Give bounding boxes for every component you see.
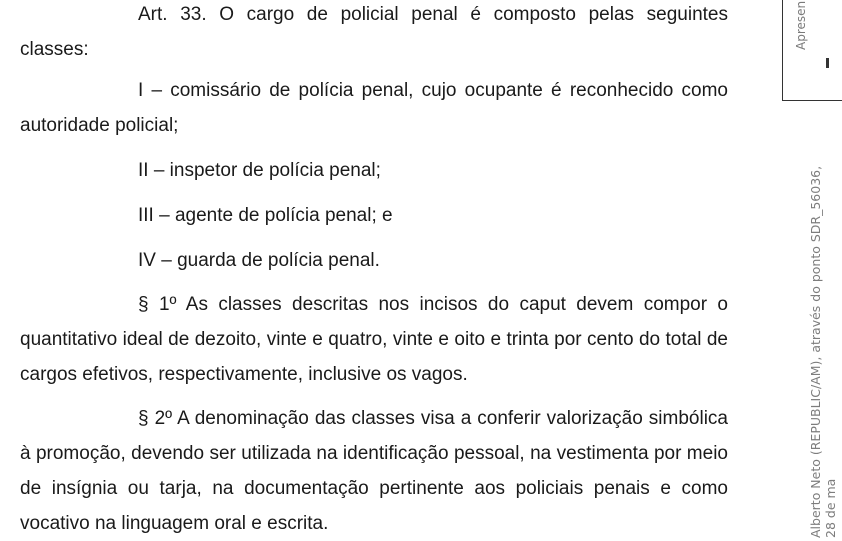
signature-note — [800, 165, 838, 540]
inciso-iv: IV – guarda de polícia penal. — [138, 250, 380, 271]
stamp-mark — [826, 58, 829, 68]
inciso-i: I – comissário de polícia penal, cujo ocupante é reconhecido como autoridade policial; — [20, 80, 728, 136]
stamp-box — [782, 0, 842, 101]
paragraph-1: § 1º As classes descritas nos incisos do caput devem compor o quantitativo ideal de dezoito, vinte e quatro, vinte e oito e trinta por cento do total de cargos efetivos, respectivamente, inclusive os vagos. — [20, 294, 728, 385]
article-33: Art. 33. O cargo de policial penal é composto pelas seguintes classes: — [20, 4, 728, 60]
signature-line-2: 28 de ma — [823, 478, 838, 538]
paragraph-2: § 2º A denominação das classes visa a conferir valorização simbólica à promoção, devendo ser utilizada na identificação pessoal, na vestimenta por meio de insígnia ou tarja, na documentação pertinente aos policiais penais e como vocativo na linguagem oral e escrita. — [20, 408, 728, 534]
stamp-label: Apresen — [794, 0, 808, 50]
inciso-ii: II – inspetor de polícia penal; — [138, 160, 381, 181]
inciso-iii: III – agente de polícia penal; e — [138, 205, 393, 226]
stamp-label-area — [792, 0, 812, 60]
signature-line-1: Alberto Neto (REPUBLIC/AM), através do ponto SDR_56036, — [808, 165, 823, 538]
